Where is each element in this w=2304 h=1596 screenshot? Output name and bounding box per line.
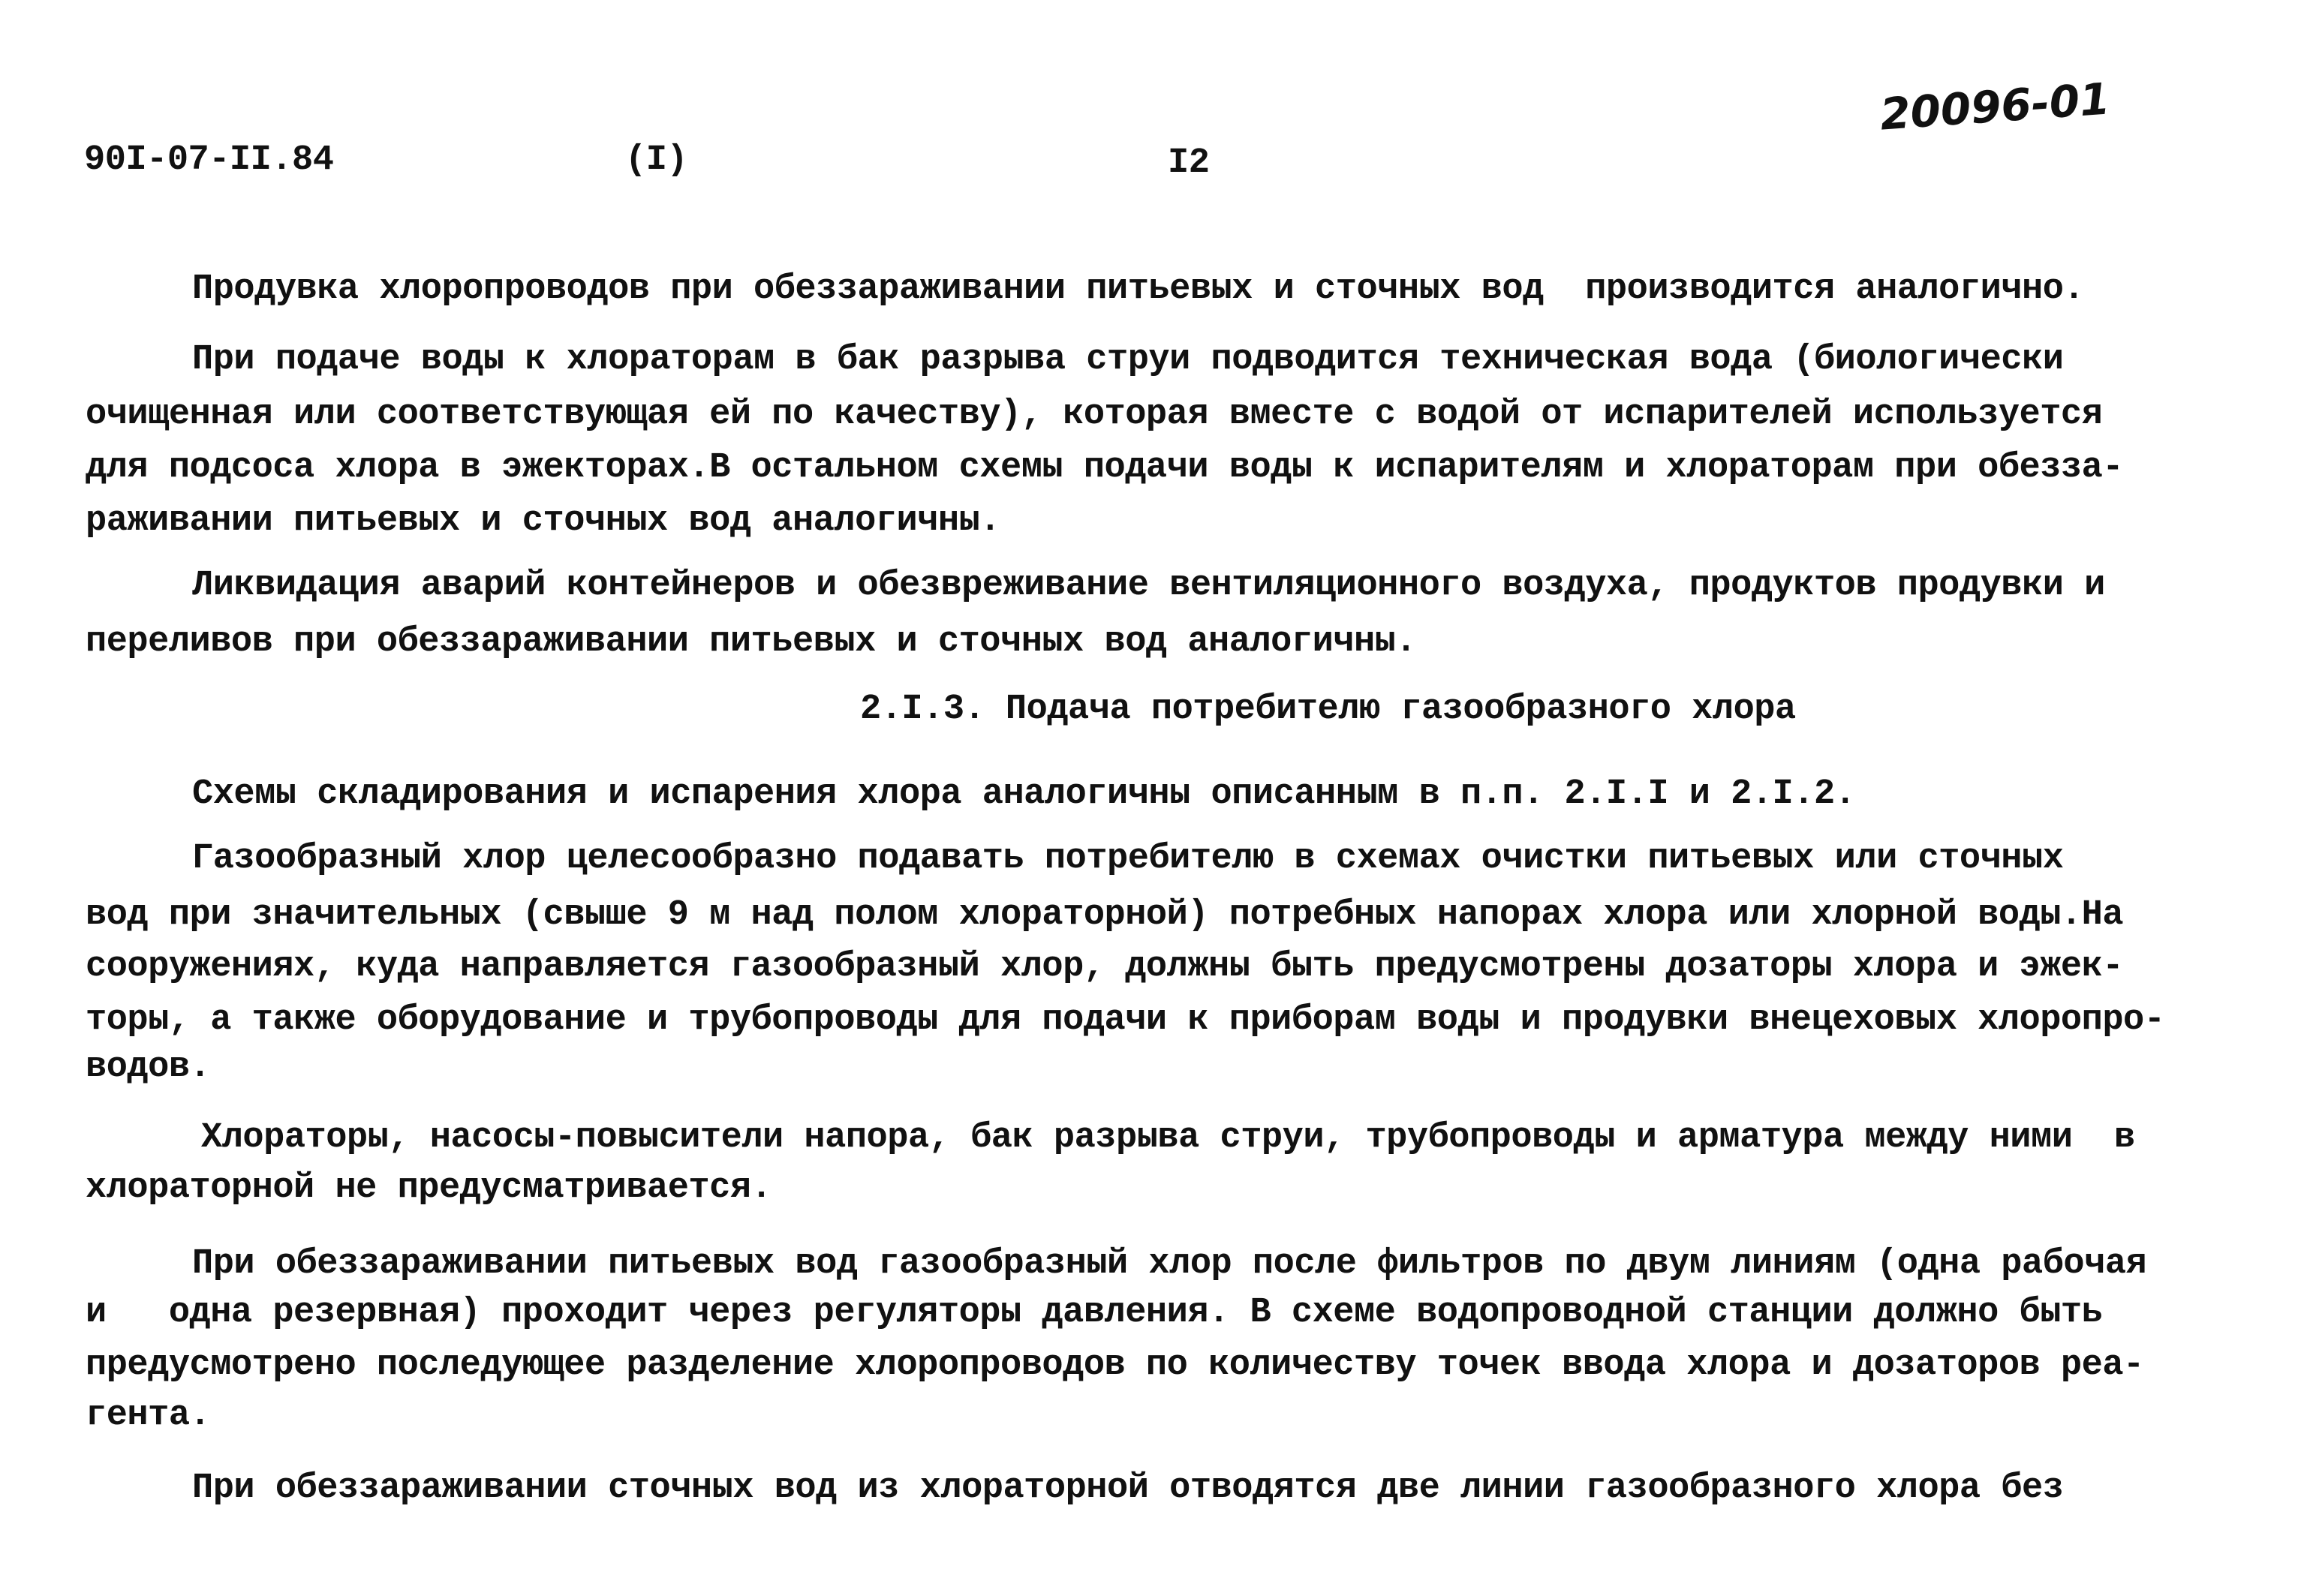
doc-code: 90I-07-II.84 bbox=[84, 140, 334, 180]
text-line: торы, а также оборудование и трубопроводы для подачи к приборам воды и продувки внецеховых хлоропро- bbox=[86, 1000, 2165, 1040]
text-line: Схемы складирования и испарения хлора аналогичны описанным в п.п. 2.I.I и 2.I.2. bbox=[192, 774, 1856, 814]
text-line: При подаче воды к хлораторам в бак разрыва струи подводится техническая вода (биологически bbox=[192, 340, 2064, 380]
text-line: Продувка хлоропроводов при обеззараживании питьевых и сточных вод производится аналогично. bbox=[192, 269, 2085, 309]
part-number: (I) bbox=[625, 140, 688, 180]
text-line: вод при значительных (свыше 9 м над полом хлораторной) потребных напорах хлора или хлорной воды.На bbox=[86, 895, 2124, 935]
text-line: Ликвидация аварий контейнеров и обезвреживание вентиляционного воздуха, продуктов продувки и bbox=[192, 566, 2105, 606]
text-line: хлораторной не предусматривается. bbox=[86, 1168, 772, 1208]
text-line: сооружениях, куда направляется газообразный хлор, должны быть предусмотрены дозаторы хлора и эжек- bbox=[86, 947, 2124, 987]
text-line: Газообразный хлор целесообразно подавать потребителю в схемах очистки питьевых или сточных bbox=[192, 839, 2064, 879]
text-line: раживании питьевых и сточных вод аналогичны. bbox=[86, 501, 1001, 541]
text-line: для подсоса хлора в эжекторах.В остальном схемы подачи воды к испарителям и хлораторам при обезза- bbox=[86, 448, 2124, 488]
section-heading: 2.I.3. Подача потребителю газообразного хлора bbox=[860, 690, 1796, 729]
text-line: предусмотрено последующее разделение хлоропроводов по количеству точек ввода хлора и дозаторов реа- bbox=[86, 1345, 2144, 1385]
text-line: гента. bbox=[86, 1396, 211, 1435]
handwritten-number: 20096-01 bbox=[1878, 73, 2112, 140]
page-number: I2 bbox=[1168, 143, 1210, 183]
text-line: очищенная или соответствующая ей по качеству), которая вместе с водой от испарителей используется bbox=[86, 395, 2103, 434]
text-line: При обеззараживании питьевых вод газообразный хлор после фильтров по двум линиям (одна рабочая bbox=[192, 1244, 2147, 1284]
text-line: переливов при обеззараживании питьевых и сточных вод аналогичны. bbox=[86, 622, 1417, 662]
text-line: Хлораторы, насосы-повысители напора, бак разрыва струи, трубопроводы и арматура между ними в bbox=[201, 1118, 2135, 1158]
text-line: и одна резервная) проходит через регуляторы давления. В схеме водопроводной станции должно быть bbox=[86, 1293, 2103, 1333]
text-line: При обеззараживании сточных вод из хлораторной отводятся две линии газообразного хлора без bbox=[192, 1468, 2064, 1508]
text-line: водов. bbox=[86, 1047, 211, 1087]
